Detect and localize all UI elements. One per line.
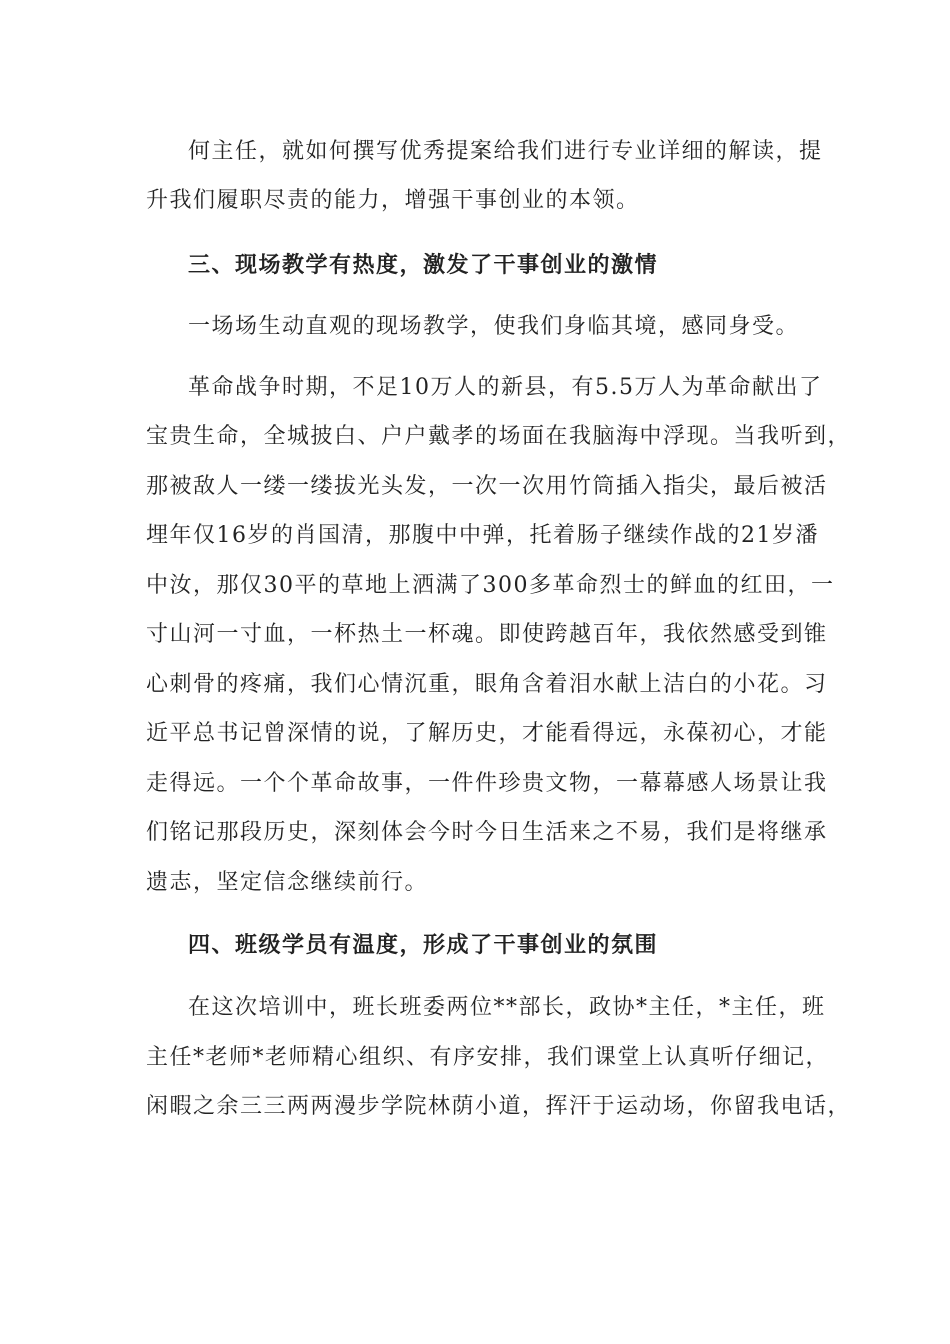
paragraph-line: 心刺骨的疼痛，我们心情沉重，眼角含着泪水献上洁白的小花。习 <box>146 672 828 697</box>
paragraph-line: 闲暇之余三三两两漫步学院林荫小道，挥汗于运动场，你留我电话， <box>146 1094 852 1119</box>
paragraph-line: 何主任，就如何撰写优秀提案给我们进行专业详细的解读，提 <box>188 139 823 164</box>
paragraph-line: 宝贵生命，全城披白、户户戴孝的场面在我脑海中浮现。当我听到， <box>146 424 852 449</box>
section-heading-4: 四、班级学员有温度，形成了干事创业的氛围 <box>188 932 659 958</box>
paragraph-line: 寸山河一寸血，一杯热土一杯魂。即使跨越百年，我依然感受到锥 <box>146 622 828 647</box>
paragraph-line: 一场场生动直观的现场教学，使我们身临其境，感同身受。 <box>188 314 800 339</box>
paragraph-line: 那被敌人一缕一缕拔光头发，一次一次用竹筒插入指尖，最后被活 <box>146 474 828 499</box>
paragraph-line: 在这次培训中，班长班委两位**部长，政协*主任，*主任，班 <box>188 995 826 1020</box>
paragraph-line: 埋年仅16岁的肖国清，那腹中中弹，托着肠子继续作战的21岁潘 <box>146 523 819 548</box>
paragraph-line: 们铭记那段历史，深刻体会今时今日生活来之不易，我们是将继承 <box>146 820 828 845</box>
paragraph-line: 革命战争时期，不足10万人的新县，有5.5万人为革命献出了 <box>188 375 823 400</box>
paragraph-line: 近平总书记曾深情的说，了解历史，才能看得远，永葆初心，才能 <box>146 721 828 746</box>
paragraph-line: 走得远。一个个革命故事，一件件珍贵文物，一幕幕感人场景让我 <box>146 771 828 796</box>
section-heading-3: 三、现场教学有热度，激发了干事创业的激情 <box>188 252 659 278</box>
paragraph-line: 中汝，那仅30平的草地上洒满了300多革命烈士的鲜血的红田，一 <box>146 573 835 598</box>
paragraph-line: 遗志，坚定信念继续前行。 <box>146 870 429 895</box>
paragraph-line: 主任*老师*老师精心组织、有序安排，我们课堂上认真听仔细记， <box>146 1045 830 1070</box>
paragraph-line: 升我们履职尽责的能力，增强干事创业的本领。 <box>146 188 640 213</box>
